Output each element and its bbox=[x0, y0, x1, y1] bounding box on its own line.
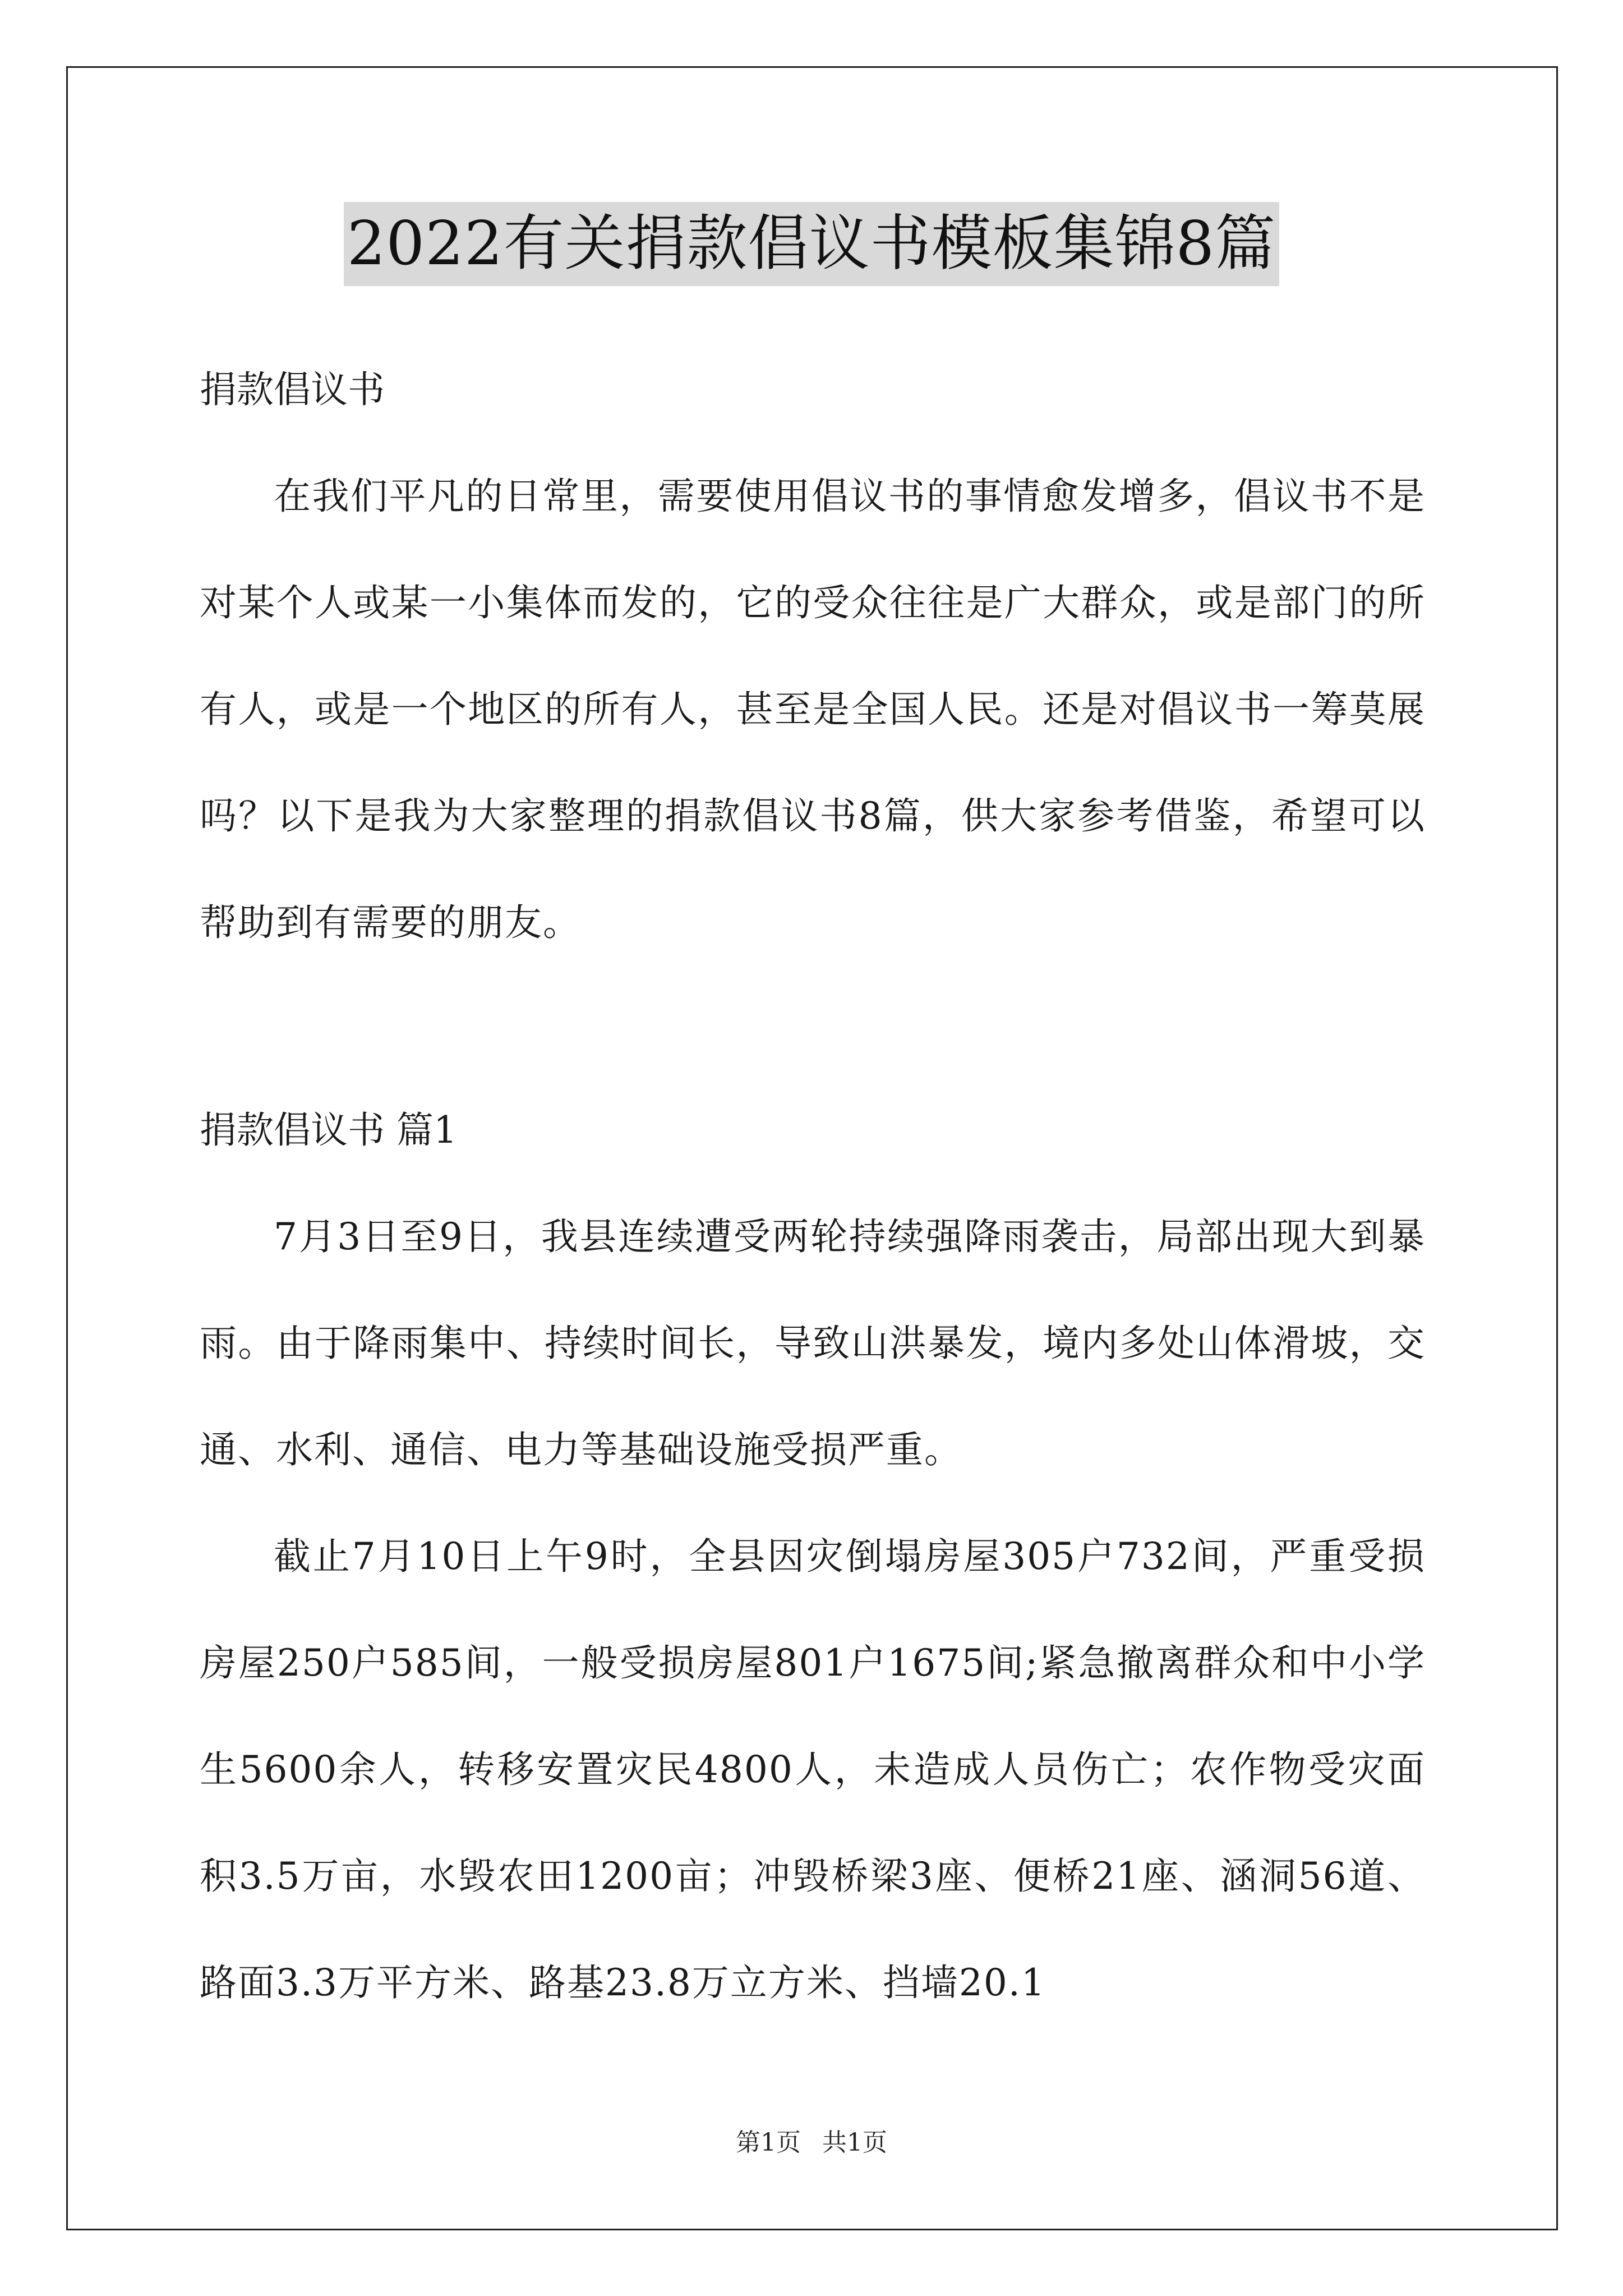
section1-heading: 捐款倡议书 篇1 bbox=[200, 1108, 457, 1152]
section1-paragraph-2: 截止7月10日上午9时，全县因灾倒塌房屋305户732间，严重受损房屋250户585间，一般受损房屋801户1675间;紧急撤离群众和中小学生5600余人，转移安置灾民4800人，未造成人员伤亡；农作物受灾面积3.5万亩，水毁农田1200亩；冲毁桥梁3座、便桥21座、涵洞56道、路面3.3万平方米、路基23.8万立方米、挡墙20.1 bbox=[200, 1535, 1426, 2004]
section1-paragraph-1: 7月3日至9日，我县连续遭受两轮持续强降雨袭击，局部出现大到暴雨。由于降雨集中、持续时间长，导致山洪暴发，境内多处山体滑坡，交通、水利、通信、电力等基础设施受损严重。 bbox=[200, 1215, 1426, 1471]
document-title: 2022有关捐款倡议书模板集锦8篇 bbox=[344, 202, 1280, 286]
document-body bbox=[200, 337, 1426, 2036]
page-footer bbox=[0, 2126, 1623, 2160]
intro-heading: 捐款倡议书 bbox=[200, 368, 385, 411]
intro-paragraph: 在我们平凡的日常里，需要使用倡议书的事情愈发增多，倡议书不是对某个人或某一小集体而发的，它的受众往往是广大群众，或是部门的所有人，或是一个地区的所有人，甚至是全国人民。还是对倡议书一筹莫展吗？以下是我为大家整理的捐款倡议书8篇，供大家参考借鉴，希望可以帮助到有需要的朋友。 bbox=[200, 475, 1426, 944]
page-total: 共1页 bbox=[822, 2128, 887, 2157]
page-number: 第1页 bbox=[736, 2128, 801, 2157]
title-container bbox=[0, 202, 1623, 286]
section-spacer bbox=[200, 976, 1426, 1077]
